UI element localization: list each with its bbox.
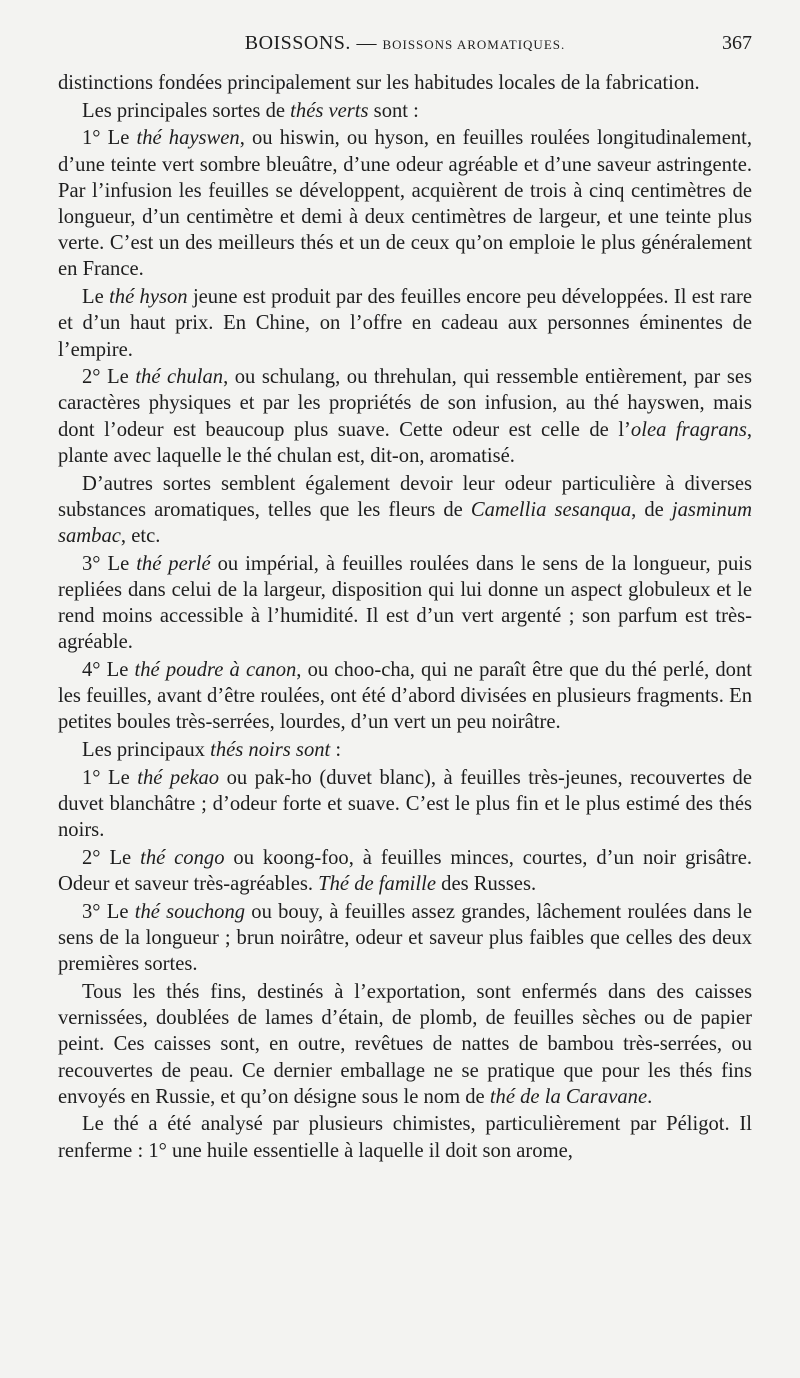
paragraph: distinctions fondées principalement sur les habitudes locales de la fabrication. bbox=[58, 72, 700, 94]
body-text bbox=[58, 70, 752, 1165]
paragraph: 1° Le thé pekao ou pak-ho (duvet blanc), à feuilles très-jeunes, recouvertes de duvet blanchâtre ; d’odeur forte et suave. C’est le plus fin et le plus estimé des thés noirs. bbox=[58, 766, 752, 842]
paragraph: 3° Le thé perlé ou impérial, à feuilles roulées dans le sens de la longueur, puis repliées dans celui de la largeur, disposition qui lui donne un aspect globuleux et le rend moins accessible à l’humidité. Il est d’un vert argenté ; son parfum est très-agréable. bbox=[58, 552, 752, 654]
paragraph: 4° Le thé poudre à canon, ou choo-cha, qui ne paraît être que du thé perlé, dont les feuilles, avant d’être roulées, ont été d’abord divisées en plusieurs fragments. En petites boules très-serrées, lourdes, d’un vert un peu noirâtre. bbox=[58, 658, 753, 734]
header-main-title: BOISSONS. bbox=[244, 32, 351, 54]
header-subtitle: BOISSONS AROMATIQUES. bbox=[382, 37, 566, 52]
paragraph: 2° Le thé chulan, ou schulang, ou threhulan, qui ressemble entièrement, par ses caractères physiques et par les propriétés de son infusion, au thé hayswen, mais dont l’odeur est beaucoup plus suave. Cette odeur est celle de l’olea fragrans, plante avec laquelle le thé chulan est, dit-on, aromatisé. bbox=[58, 366, 752, 467]
header-dash: — bbox=[350, 32, 383, 54]
paragraph: 3° Le thé souchong ou bouy, à feuilles assez grandes, lâchement roulées dans le sens de la longueur ; brun noirâtre, odeur et saveur plus faibles que celles des deux premières sortes. bbox=[58, 900, 752, 976]
paragraph: D’autres sortes semblent également devoir leur odeur particulière à diverses substances aromatiques, telles que les fleurs de Camellia sesanqua, de jasminum sambac, etc. bbox=[58, 472, 752, 547]
paragraph: Tous les thés fins, destinés à l’exportation, sont enfermés dans des caisses vernissées, doublées de lames d’étain, de plomb, de feuilles sèches ou de papier peint. Ces caisses sont, en outre, revêtues de nattes de bambou très-serrées, ou recouvertes de peau. Ce dernier emballage ne se pratique que pour les thés fins envoyés en Russie, et qu’on désigne sous le nom de thé de la Caravane. bbox=[58, 980, 752, 1108]
paragraph: Le thé a été analysé par plusieurs chimistes, particulièrement par Péligot. Il renferme : 1° une huile essentielle à laquelle il doit son arome, bbox=[58, 1113, 752, 1162]
paragraph: Les principales sortes de thés verts sont : bbox=[82, 99, 419, 122]
header-title bbox=[58, 32, 752, 55]
paragraph: Les principaux thés noirs sont : bbox=[82, 739, 342, 762]
paragraph: 2° Le thé congo ou koong-foo, à feuilles minces, courtes, d’un noir grisâtre. Odeur et saveur très-agréables. Thé de famille des Russes. bbox=[58, 846, 752, 896]
page-number: 367 bbox=[722, 32, 752, 54]
paragraph: 1° Le thé hayswen, ou hiswin, ou hyson, en feuilles roulées longitudinalement, d’une teinte vert sombre bleuâtre, d’une odeur agréable et d’une saveur astringente. Par l’infusion les feuilles se développent, acquièrent de trois à cinq centimètres de longueur, d’un centimètre et demi à deux centimètres de largeur, et une teinte plus verte. C’est un des meilleurs thés et un de ceux qu’on emploie le plus généralement en France. bbox=[58, 127, 753, 281]
running-header bbox=[58, 32, 752, 60]
paragraph: Le thé hyson jeune est produit par des feuilles encore peu développées. Il est rare et d’un haut prix. En Chine, on l’offre en cadeau aux personnes éminentes de l’empire. bbox=[58, 286, 752, 361]
